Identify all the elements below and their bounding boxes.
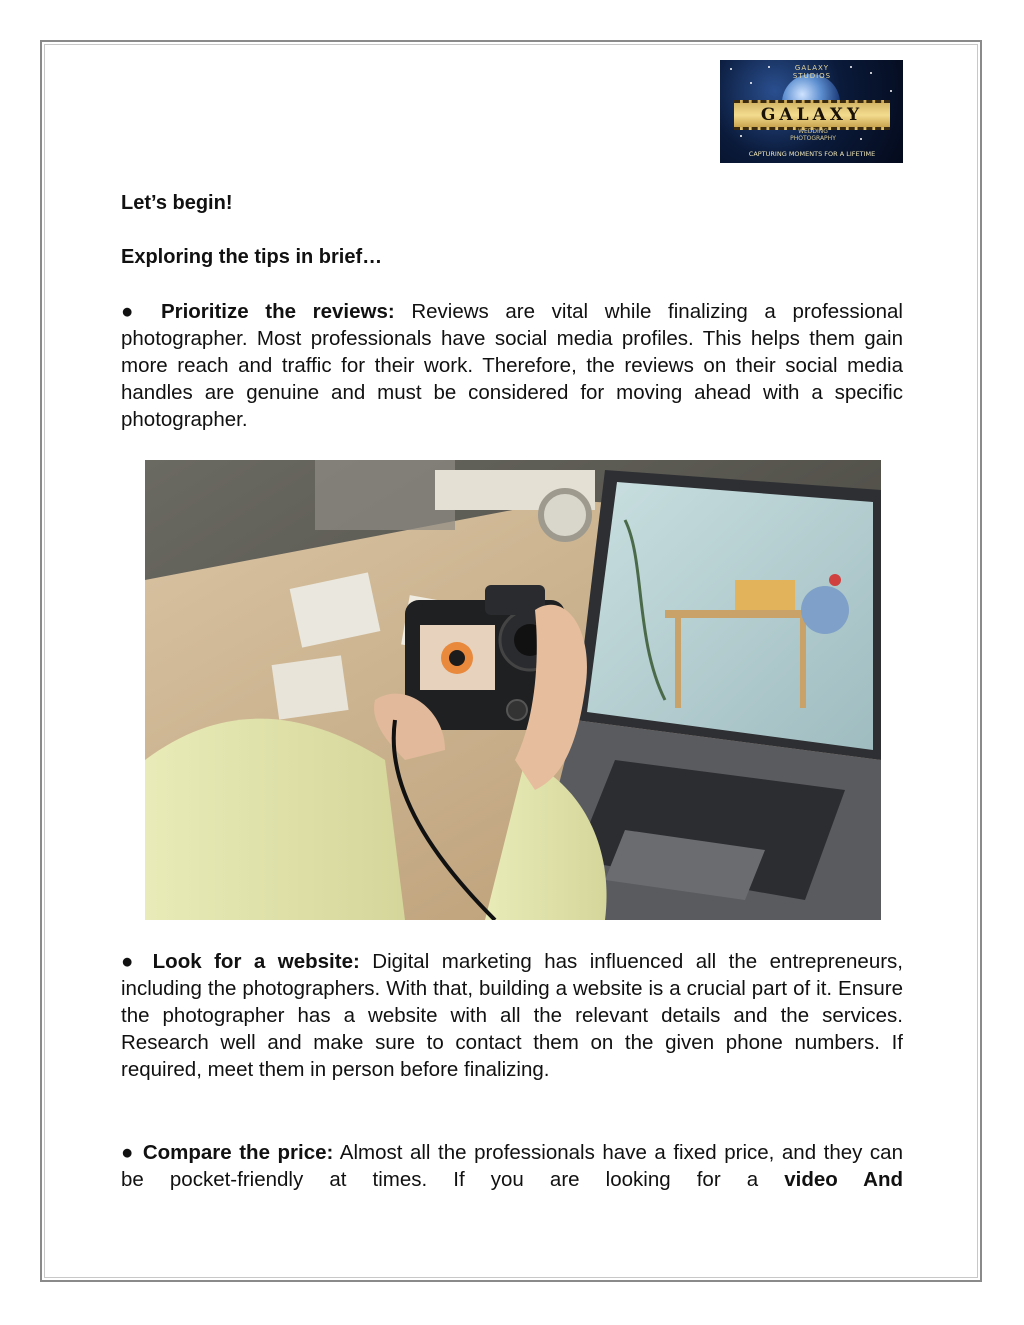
intro-heading-block	[121, 190, 903, 217]
galaxy-logo	[720, 60, 903, 163]
tips-heading: Exploring the tips in brief…	[121, 246, 383, 268]
tips-heading-block	[121, 244, 903, 271]
logo-sub-text: WEDDING PHOTOGRAPHY	[790, 128, 836, 142]
tip-website	[121, 948, 903, 1083]
tip-trailing-bold: video And	[784, 1168, 903, 1191]
logo-tagline: CAPTURING MOMENTS FOR A LIFETIME	[748, 150, 876, 158]
logo-film-strip	[734, 100, 890, 130]
logo-wordmark: GALAXY	[760, 105, 864, 125]
tip-title: Prioritize the reviews:	[160, 300, 395, 323]
tip-title: Compare the price:	[142, 1141, 334, 1164]
tip-title: Look for a website:	[152, 950, 360, 973]
tip-bullet: ●	[121, 1141, 136, 1164]
tip-reviews	[121, 298, 903, 433]
intro-heading: Let’s begin!	[121, 192, 233, 214]
tip-body: Reviews are vital while finalizing a professional photographer. Most professionals have social media profiles. This helps them gain more reach and traffic for their work. Therefore, the reviews on their social media handles are genuine and must be considered for moving ahead with a specific photographer.	[121, 300, 903, 431]
tip-price	[121, 1139, 903, 1193]
camera-laptop-photo	[145, 460, 881, 920]
tip-body: Almost all the professionals have a fixed price, and they can be pocket-friendly at times. If you are looking for a	[121, 1141, 903, 1191]
tip-bullet: ●	[121, 300, 145, 323]
tip-bullet: ●	[121, 950, 141, 973]
tip-body: Digital marketing has influenced all the entrepreneurs, including the photographers. With that, building a website is a crucial part of it. Ensure the photographer has a website with all the relevant details and the services. Research well and make sure to contact them on the given phone numbers. If required, meet them in person before finalizing.	[121, 950, 903, 1081]
logo-arc-text: GALAXY STUDIOS	[792, 64, 832, 80]
